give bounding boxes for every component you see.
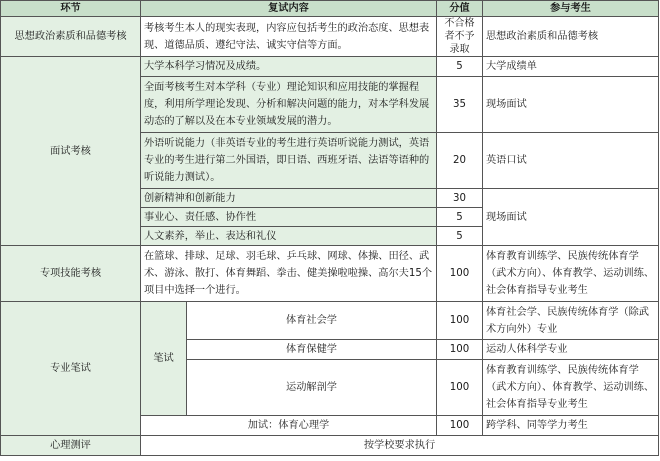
written-extra-score: 100: [437, 416, 483, 436]
written-score: 100: [437, 340, 483, 360]
header-score: 分值: [437, 1, 483, 17]
interview-score: 5: [437, 227, 483, 246]
skills-participants: 体育教育训练学、民族传统体育学（武术方向）、体育教学、运动训练、社会体育指导专业考生: [483, 246, 659, 302]
interview-row: [1, 57, 659, 77]
interview-participants: 英语口试: [483, 133, 659, 189]
interview-merged-participants: 现场面试: [483, 189, 659, 246]
written-extra-participants: 跨学科、同等学力考生: [483, 416, 659, 436]
written-subject: 体育社会学: [187, 302, 437, 340]
politics-section: 思想政治素质和品德考核: [1, 17, 141, 57]
written-row: [1, 302, 659, 340]
interview-score: 20: [437, 133, 483, 189]
psych-row: [1, 436, 659, 456]
written-subject: 体育保健学: [187, 340, 437, 360]
written-participants: 体育社会学、民族传统体育学（除武术方向外）专业: [483, 302, 659, 340]
interview-score: 5: [437, 208, 483, 227]
politics-content: 考核考生本人的现实表现，内容应包括考生的政治态度、思想表现、道德品质、遵纪守法、诚实守信等方面。: [141, 17, 437, 57]
interview-content: 外语听说能力（非英语专业的考生进行英语听说能力测试，英语专业的考生进行第二外国语，即日语、西班牙语、法语等语种的听说能力测试）。: [141, 133, 437, 189]
header-row: [1, 1, 659, 17]
interview-participants: 大学成绩单: [483, 57, 659, 77]
interview-score: 35: [437, 77, 483, 133]
politics-participants: 思想政治素质和品德考核: [483, 17, 659, 57]
written-participants: 运动人体科学专业: [483, 340, 659, 360]
interview-content: 创新精神和创新能力: [141, 189, 437, 208]
written-extra-subject: 加试：体育心理学: [141, 416, 437, 436]
interview-content: 人文素养，举止、表达和礼仪: [141, 227, 437, 246]
written-score: 100: [437, 360, 483, 416]
skills-section: 专项技能考核: [1, 246, 141, 302]
psych-content: 按学校要求执行: [141, 436, 659, 456]
interview-content: 大学本科学习情况及成绩。: [141, 57, 437, 77]
written-section: 专业笔试: [1, 302, 141, 436]
skills-score: 100: [437, 246, 483, 302]
psych-section: 心理测评: [1, 436, 141, 456]
header-section: 环节: [1, 1, 141, 17]
header-content: 复试内容: [141, 1, 437, 17]
interview-section: 面试考核: [1, 57, 141, 246]
politics-row: [1, 17, 659, 57]
interview-score: 5: [437, 57, 483, 77]
skills-content: 在篮球、排球、足球、羽毛球、乒乓球、网球、体操、田径、武术、游泳、散打、体育舞蹈、拳击、健美操啦啦操、高尔夫15个项目中选择一个进行。: [141, 246, 437, 302]
written-score: 100: [437, 302, 483, 340]
skills-row: [1, 246, 659, 302]
header-participants: 参与考生: [483, 1, 659, 17]
written-subject: 运动解剖学: [187, 360, 437, 416]
politics-score: 不合格者不予录取: [437, 17, 483, 57]
written-participants: 体育教育训练学、民族传统体育学（武术方向）、体育教学、运动训练、社会体育指导专业考生: [483, 360, 659, 416]
written-sub-label: 笔试: [141, 302, 187, 416]
interview-score: 30: [437, 189, 483, 208]
interview-participants: 现场面试: [483, 77, 659, 133]
interview-content: 事业心、责任感、协作性: [141, 208, 437, 227]
interview-content: 全面考核考生对本学科（专业）理论知识和应用技能的掌握程度，利用所学理论发现、分析和解决问题的能力，对本学科发展动态的了解以及在本专业领域发展的潜力。: [141, 77, 437, 133]
